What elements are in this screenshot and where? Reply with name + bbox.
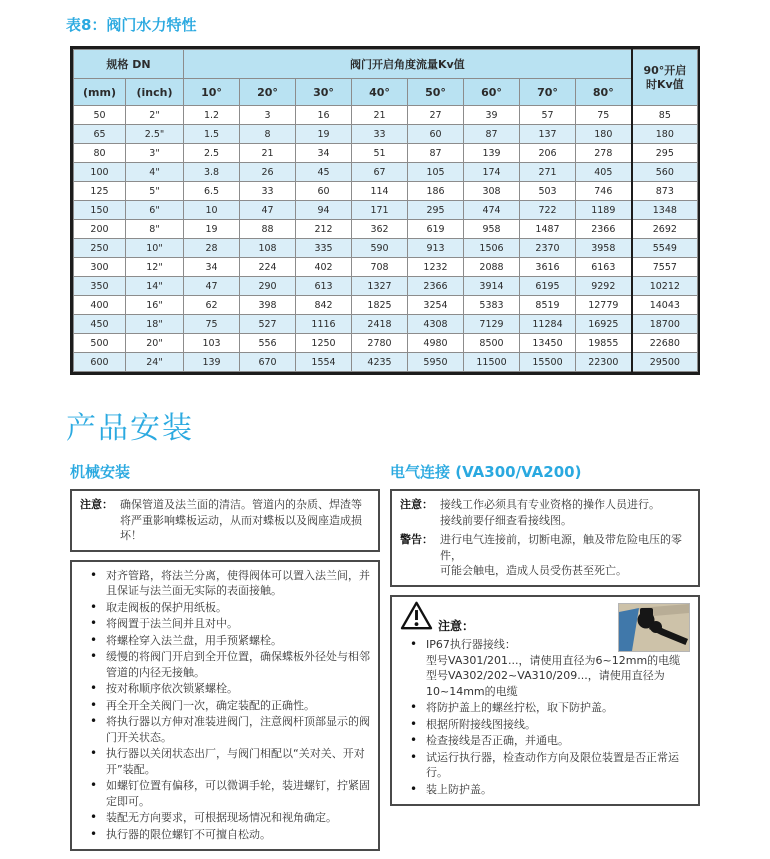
table-row [74,334,698,353]
table-cell: 842 [296,296,352,315]
mechanical-steps-box [70,560,380,852]
table-cell: 14043 [632,296,698,315]
mechanical-notice-box [70,489,380,552]
table-cell: 474 [464,201,520,220]
table-cell: 16" [126,296,184,315]
table-cell: 33 [240,182,296,201]
list-item: • 再全开全关阀门一次，确定装配的正确性。 [80,698,370,714]
table-cell: 171 [352,201,408,220]
table8-title: 表8：阀门水力特性 [66,16,197,34]
table-cell: 450 [74,315,126,334]
table-cell: 362 [352,220,408,239]
table-cell: 3" [126,144,184,163]
table-cell: 18" [126,315,184,334]
table-cell: 88 [240,220,296,239]
table-cell: 139 [184,353,240,372]
list-item: • IP67执行器接线： 型号VA301/201...，请使用直径为6~12mm的电缆 型号VA302/202~VA310/209...，请使用直径为10~14mm的电缆 [400,637,690,699]
table-cell: 21 [240,144,296,163]
table-cell: 1327 [352,277,408,296]
table-cell: 1116 [296,315,352,334]
table-cell: 4235 [352,353,408,372]
caution-label: 注意： [438,618,475,633]
column-header-kv-group: 阀门开启角度流量Kv值 [184,50,632,79]
table-cell: 6163 [576,258,632,277]
table-cell: 224 [240,258,296,277]
table-cell: 39 [464,106,520,125]
table-cell: 619 [408,220,464,239]
notice-label: 注意： [80,498,113,511]
installation-columns [70,457,700,859]
electrical-warning-box [390,489,700,587]
table-cell: 51 [352,144,408,163]
table-cell: 2418 [352,315,408,334]
table-cell: 15500 [520,353,576,372]
table-cell: 503 [520,182,576,201]
electrical-column [390,457,700,859]
column-header: 60° [464,79,520,106]
table-cell: 5950 [408,353,464,372]
table-cell: 34 [184,258,240,277]
table-cell: 402 [296,258,352,277]
table-cell: 290 [240,277,296,296]
table-cell: 19855 [576,334,632,353]
table-cell: 2780 [352,334,408,353]
section-title: 产品安装 [66,411,194,446]
table-cell: 308 [464,182,520,201]
table-cell: 2088 [464,258,520,277]
table-cell: 57 [520,106,576,125]
table-cell: 16925 [576,315,632,334]
table-row [74,125,698,144]
table-cell: 1506 [464,239,520,258]
mechanical-subtitle: 机械安装 [70,463,131,481]
table-cell: 527 [240,315,296,334]
list-item: • 装配无方向要求，可根据现场情况和视角确定。 [80,810,370,826]
kv-table [70,46,700,375]
table-cell: 600 [74,353,126,372]
list-item: • 检查接线是否正确，并通电。 [400,733,690,749]
table-cell: 75 [184,315,240,334]
table-row [74,144,698,163]
table-cell: 47 [240,201,296,220]
table-cell: 24" [126,353,184,372]
table-cell: 4308 [408,315,464,334]
table-cell: 5549 [632,239,698,258]
table-cell: 29500 [632,353,698,372]
table-cell: 26 [240,163,296,182]
table-cell: 2692 [632,220,698,239]
table-cell: 670 [240,353,296,372]
table-cell: 200 [74,220,126,239]
list-item: • 缓慢的将阀门开启到全开位置，确保蝶板外径处与相邻管道的内径无接触。 [80,649,370,680]
warning-triangle-icon [400,601,433,635]
column-header-spec: 规格 DN [74,50,184,79]
electrical-steps-list [400,637,690,797]
list-item: • 将螺栓穿入法兰盘，用手预紧螺栓。 [80,633,370,649]
column-header: (inch) [126,79,184,106]
table-cell: 139 [464,144,520,163]
notice-label: 注意： [400,498,433,511]
table-cell: 7557 [632,258,698,277]
table-cell: 3958 [576,239,632,258]
table-cell: 65 [74,125,126,144]
warning-text: 进行电气连接前，切断电源，触及带危险电压的零件， 可能会触电，造成人员受伤甚至死亡。 [440,533,682,577]
table-cell: 3616 [520,258,576,277]
list-item: • 对齐管路，将法兰分离，使得阀体可以置入法兰间，并且保证与法兰面无实际的表面接触。 [80,568,370,599]
table-cell: 1348 [632,201,698,220]
table-cell: 300 [74,258,126,277]
table-cell: 500 [74,334,126,353]
table-cell: 60 [296,182,352,201]
table-cell: 2.5 [184,144,240,163]
electrical-subtitle: 电气连接 (VA300/VA200) [390,463,582,481]
table-cell: 405 [576,163,632,182]
table-row [74,220,698,239]
table-cell: 10 [184,201,240,220]
table-cell: 398 [240,296,296,315]
mechanical-column [70,457,380,859]
table-cell: 12" [126,258,184,277]
table-cell: 137 [520,125,576,144]
table-cell: 8 [240,125,296,144]
table-cell: 722 [520,201,576,220]
mechanical-steps-list [80,568,370,843]
table-cell: 27 [408,106,464,125]
table-cell: 3 [240,106,296,125]
column-header: 70° [520,79,576,106]
table-cell: 18700 [632,315,698,334]
table-row [74,296,698,315]
column-header: 80° [576,79,632,106]
notice-text: 确保管道及法兰面的清洁。管道内的杂质、焊渣等将严重影响蝶板运动，从而对蝶板以及阀座造成损坏！ [120,498,362,542]
table-cell: 6195 [520,277,576,296]
list-item: • 如螺钉位置有偏移，可以微调手轮，装进螺钉，拧紧固定即可。 [80,778,370,809]
table-row [74,239,698,258]
table-cell: 560 [632,163,698,182]
table-cell: 85 [632,106,698,125]
table-row [74,258,698,277]
table-cell: 1232 [408,258,464,277]
table-row [74,106,698,125]
table-cell: 4" [126,163,184,182]
table-cell: 5" [126,182,184,201]
table-cell: 5383 [464,296,520,315]
table-cell: 12779 [576,296,632,315]
table-cell: 14" [126,277,184,296]
table-cell: 45 [296,163,352,182]
table-cell: 28 [184,239,240,258]
table-cell: 1487 [520,220,576,239]
table-cell: 8500 [464,334,520,353]
table-cell: 108 [240,239,296,258]
list-item: • 将防护盖上的螺丝拧松，取下防护盖。 [400,700,690,716]
table-cell: 212 [296,220,352,239]
table-cell: 22680 [632,334,698,353]
table-cell: 2366 [576,220,632,239]
table-cell: 271 [520,163,576,182]
column-header: 10° [184,79,240,106]
table-cell: 19 [184,220,240,239]
column-header: (mm) [74,79,126,106]
table-cell: 1.5 [184,125,240,144]
table-cell: 11284 [520,315,576,334]
list-item: • 将阀置于法兰间并且对中。 [80,616,370,632]
table-row [74,277,698,296]
table-cell: 33 [352,125,408,144]
table-cell: 10" [126,239,184,258]
table-cell: 2.5" [126,125,184,144]
list-item: • 根据所附接线图接线。 [400,717,690,733]
table-cell: 3914 [464,277,520,296]
table-cell: 556 [240,334,296,353]
table-cell: 9292 [576,277,632,296]
table-cell: 4980 [408,334,464,353]
table-cell: 62 [184,296,240,315]
column-header: 20° [240,79,296,106]
column-header-kv90: 90°开启 时Kv值 [632,50,698,106]
table-cell: 20" [126,334,184,353]
table-cell: 13450 [520,334,576,353]
table-cell: 206 [520,144,576,163]
table-row [74,182,698,201]
table-cell: 10212 [632,277,698,296]
list-item: • 将执行器以方伸对准装进阀门，注意阀杆顶部显示的阀门开关状态。 [80,714,370,745]
table-cell: 873 [632,182,698,201]
table-cell: 1554 [296,353,352,372]
table-cell: 60 [408,125,464,144]
table-cell: 913 [408,239,464,258]
table-cell: 180 [632,125,698,144]
list-item: • 执行器的限位螺钉不可擅自松动。 [80,827,370,843]
table-cell: 295 [632,144,698,163]
column-header: 40° [352,79,408,106]
table-cell: 100 [74,163,126,182]
table-cell: 186 [408,182,464,201]
table-cell: 47 [184,277,240,296]
table-row [74,315,698,334]
table-cell: 19 [296,125,352,144]
table-cell: 1250 [296,334,352,353]
table-cell: 87 [408,144,464,163]
table-cell: 3.8 [184,163,240,182]
table-row [74,201,698,220]
table-header-row-2 [74,79,698,106]
table-cell: 708 [352,258,408,277]
table-cell: 2366 [408,277,464,296]
table-cell: 21 [352,106,408,125]
table-cell: 16 [296,106,352,125]
table-cell: 295 [408,201,464,220]
table-cell: 11500 [464,353,520,372]
list-item: • 执行器以关闭状态出厂，与阀门相配以“关对关、开对开”装配。 [80,746,370,777]
table-cell: 174 [464,163,520,182]
table-cell: 150 [74,201,126,220]
table-cell: 2" [126,106,184,125]
table-cell: 103 [184,334,240,353]
table-cell: 1189 [576,201,632,220]
list-item: • 试运行执行器，检查动作方向及限位装置是否正常运行。 [400,750,690,781]
table-cell: 590 [352,239,408,258]
table-cell: 34 [296,144,352,163]
table-cell: 87 [464,125,520,144]
table-cell: 6.5 [184,182,240,201]
table-cell: 3254 [408,296,464,315]
table-cell: 67 [352,163,408,182]
table-cell: 746 [576,182,632,201]
warning-label: 警告： [400,533,433,546]
column-header: 30° [296,79,352,106]
column-header: 50° [408,79,464,106]
table-cell: 250 [74,239,126,258]
list-item: • 取走阀板的保护用纸板。 [80,600,370,616]
table-cell: 335 [296,239,352,258]
list-item: • 按对称顺序依次锁紧螺栓。 [80,681,370,697]
table-cell: 22300 [576,353,632,372]
table-row [74,163,698,182]
table-cell: 180 [576,125,632,144]
notice-text: 接线工作必须具有专业资格的操作人员进行。 接线前要仔细查看接线图。 [440,498,660,527]
list-item: • 装上防护盖。 [400,782,690,798]
table-cell: 6" [126,201,184,220]
table-cell: 75 [576,106,632,125]
table-cell: 278 [576,144,632,163]
table-cell: 8" [126,220,184,239]
table-header-row-1 [74,50,698,79]
table-body [74,106,698,372]
table-cell: 114 [352,182,408,201]
table-cell: 958 [464,220,520,239]
table-cell: 1825 [352,296,408,315]
table-cell: 50 [74,106,126,125]
table-cell: 400 [74,296,126,315]
table-cell: 8519 [520,296,576,315]
table-cell: 80 [74,144,126,163]
table-cell: 1.2 [184,106,240,125]
table-cell: 350 [74,277,126,296]
table-cell: 7129 [464,315,520,334]
table-cell: 2370 [520,239,576,258]
table-cell: 613 [296,277,352,296]
table-row [74,353,698,372]
table-cell: 94 [296,201,352,220]
table-cell: 105 [408,163,464,182]
electrical-caution-box [390,595,700,807]
table-cell: 125 [74,182,126,201]
